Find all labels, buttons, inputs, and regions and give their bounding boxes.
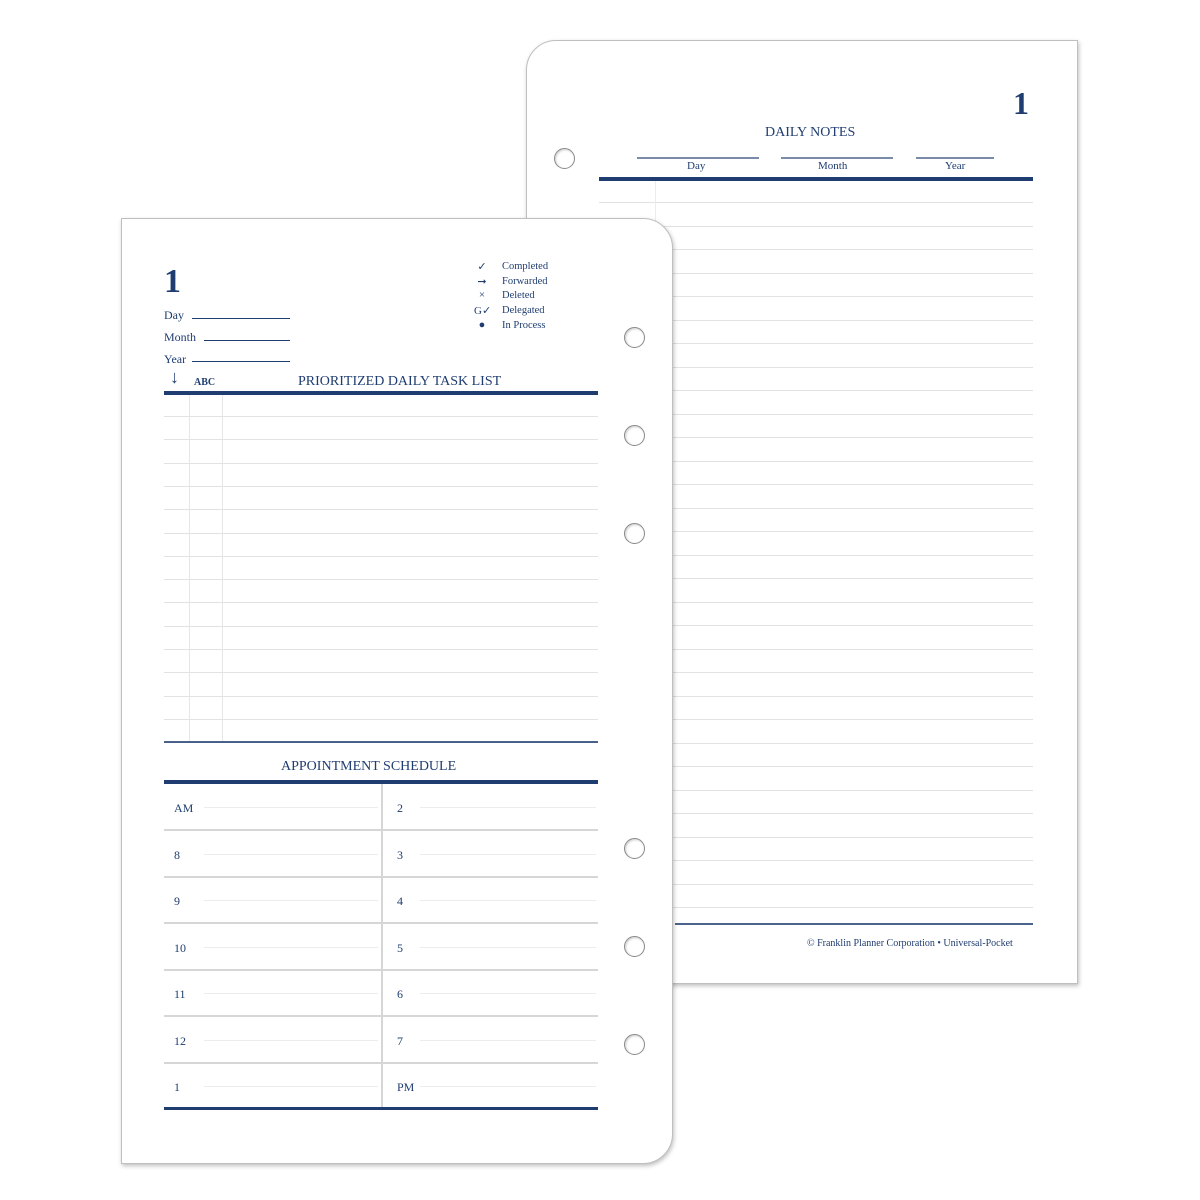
half-hour-line — [204, 807, 378, 808]
time-slot-label: 4 — [397, 894, 403, 908]
time-slot-label: 3 — [397, 847, 403, 862]
task-line — [164, 416, 598, 417]
task-line — [164, 649, 598, 650]
half-hour-line — [204, 993, 378, 994]
binder-hole — [554, 148, 575, 169]
binder-hole — [624, 327, 645, 348]
legend-completed-icon: ✓ — [477, 261, 487, 273]
time-slot-label: 5 — [397, 940, 403, 955]
binder-hole — [624, 1034, 645, 1055]
half-hour-line — [204, 1040, 378, 1041]
time-slot-label: PM — [397, 1080, 415, 1094]
time-slot-label: 9 — [174, 894, 180, 908]
half-hour-line — [420, 1086, 596, 1087]
binder-hole — [624, 425, 645, 446]
binder-hole — [624, 936, 645, 957]
header-rule — [599, 177, 1033, 181]
task-line — [164, 486, 598, 487]
task-line — [164, 602, 598, 603]
month-label: Month — [818, 160, 848, 172]
copyright-footer: © Franklin Planner Corporation • Universal-Pocket — [807, 938, 1013, 949]
legend-deleted-icon: × — [478, 289, 486, 302]
time-slot-label: 12 — [174, 1033, 186, 1048]
day-label: Day — [164, 308, 184, 322]
half-hour-line — [420, 1040, 596, 1041]
half-hour-line — [420, 947, 596, 948]
hour-divider — [164, 1062, 598, 1064]
hour-divider — [164, 1015, 598, 1017]
task-line — [164, 509, 598, 510]
day-label: Day — [687, 160, 706, 172]
hour-divider — [164, 969, 598, 971]
task-line — [164, 626, 598, 627]
note-line — [599, 202, 1033, 203]
legend-label: Forwarded — [502, 275, 548, 287]
legend-delegated-icon: G✓ — [474, 305, 492, 318]
half-hour-line — [420, 807, 596, 808]
month-label: Month — [164, 330, 197, 344]
task-line — [164, 556, 598, 557]
task-line — [164, 672, 598, 673]
time-slot-label: 7 — [397, 1033, 403, 1048]
legend-label: Completed — [502, 261, 549, 272]
year-label: Year — [164, 352, 187, 366]
task-line — [164, 719, 598, 720]
time-slot-label: 6 — [397, 987, 403, 1001]
task-line — [164, 696, 598, 697]
half-hour-line — [420, 900, 596, 901]
task-line — [164, 579, 598, 580]
legend-forwarded-icon: ➞ — [477, 275, 487, 288]
time-slot-label: 8 — [174, 847, 180, 862]
task-line — [164, 533, 598, 534]
legend-label: Deleted — [502, 290, 535, 302]
half-hour-line — [204, 900, 378, 901]
binder-hole — [624, 838, 645, 859]
binder-hole — [624, 523, 645, 544]
priority-arrow-icon: ↓ — [170, 367, 179, 387]
time-slot-label: AM — [174, 801, 194, 815]
legend-in-process-icon: ● — [478, 318, 486, 331]
half-hour-line — [420, 854, 596, 855]
hour-divider — [164, 922, 598, 924]
date-number: 1 — [164, 263, 181, 300]
hour-divider — [164, 829, 598, 831]
abc-label: ABC — [194, 377, 216, 388]
appointment-title: APPOINTMENT SCHEDULE — [281, 759, 457, 774]
year-label: Year — [945, 160, 966, 172]
hour-divider — [164, 876, 598, 878]
time-slot-label: 11 — [174, 987, 186, 1001]
date-number: 1 — [1013, 85, 1029, 121]
time-slot-label: 2 — [397, 801, 403, 815]
time-slot-label: 1 — [174, 1080, 180, 1094]
page-title: DAILY NOTES — [765, 125, 856, 140]
half-hour-line — [204, 1086, 378, 1087]
half-hour-line — [420, 993, 596, 994]
legend-label: In Process — [502, 319, 546, 331]
task-line — [164, 439, 598, 440]
task-list-title: PRIORITIZED DAILY TASK LIST — [298, 374, 502, 389]
daily-task-page — [121, 218, 673, 1164]
half-hour-line — [204, 854, 378, 855]
legend-label: Delegated — [502, 305, 545, 317]
half-hour-line — [204, 947, 378, 948]
task-line — [164, 463, 598, 464]
time-slot-label: 10 — [174, 940, 186, 955]
